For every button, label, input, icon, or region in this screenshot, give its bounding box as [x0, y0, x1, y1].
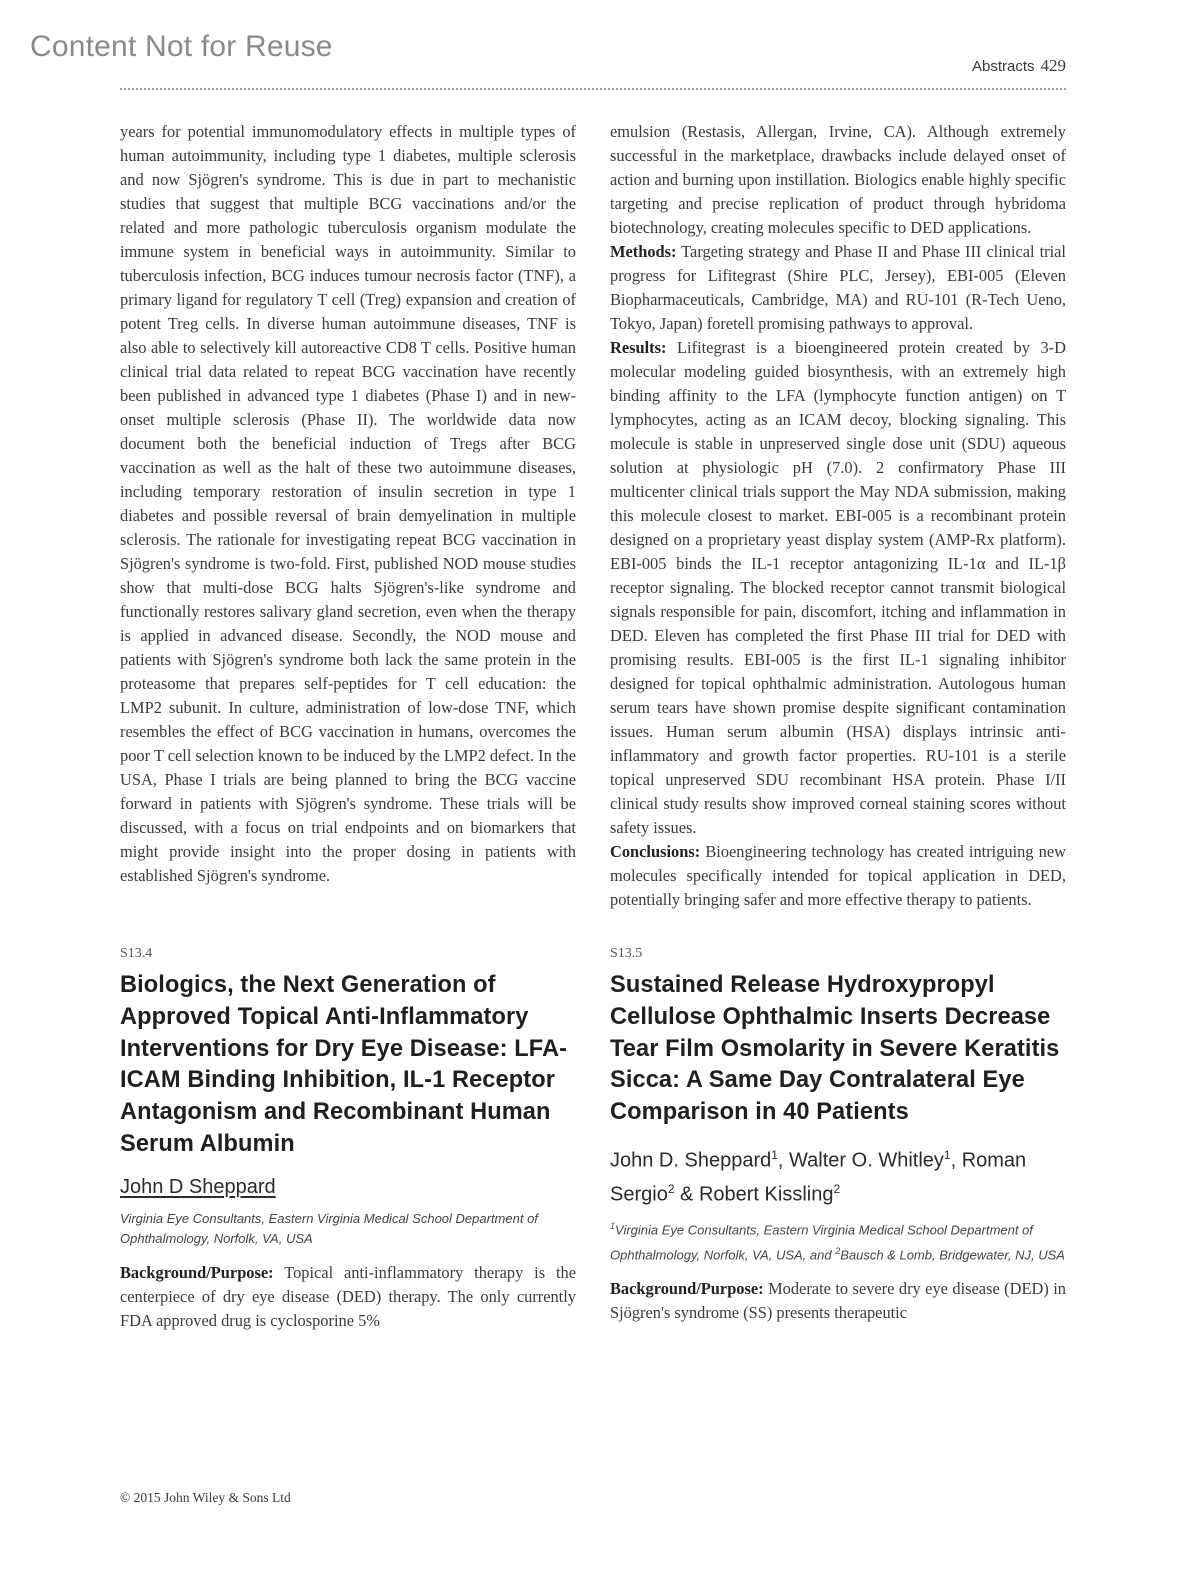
author-superscript: 1 — [943, 1147, 951, 1162]
author-separator: , — [777, 1149, 790, 1172]
methods-paragraph — [610, 240, 1066, 336]
background-paragraph — [610, 1277, 1066, 1325]
results-paragraph — [610, 336, 1066, 840]
author-separator: , — [950, 1149, 962, 1172]
left-column — [120, 120, 576, 1333]
methods-label: Methods: — [610, 242, 677, 261]
author-superscript: 2 — [667, 1181, 675, 1196]
running-head — [972, 56, 1066, 76]
affiliation-text: Virginia Eye Consultants, Eastern Virginia Medical School Department of Ophthalmology, Norfolk, VA, USA, and — [610, 1222, 1033, 1262]
author-separator: & — [674, 1183, 699, 1206]
page-number: 429 — [1040, 56, 1066, 75]
watermark-text: Content Not for Reuse — [30, 30, 333, 63]
continued-abstract-text: years for potential immunomodulatory effects in multiple types of human autoimmunity, including type 1 diabetes, multiple sclerosis and now Sjögren's syndrome. This is due in part to mechanistic studies that suggest that multiple BCG vaccinations and/or the related and more pathologic tuberculosis organism modulate the immune system in beneficial ways in autoimmunity. Similar to tuberculosis infection, BCG induces tumour necrosis factor (TNF), a primary ligand for regulatory T cell (Treg) expansion and creation of potent Treg cells. In diverse human autoimmune diseases, TNF is also able to selectively kill autoreactive CD8 T cells. Positive human clinical trial data related to repeat BCG vaccination have recently been published in advanced type 1 diabetes (Phase I) and in new-onset multiple sclerosis (Phase II). The worldwide data now document both the beneficial induction of Tregs after BCG vaccination as well as the halt of these two autoimmune diseases, including temporary restoration of insulin secretion in type 1 diabetes and possible reversal of brain demyelination in multiple sclerosis. The rationale for investigating repeat BCG vaccination in Sjögren's syndrome is two-fold. First, published NOD mouse studies show that multi-dose BCG halts Sjögren's-like syndrome and functionally restores salivary gland secretion, even when the therapy is applied in advanced disease. Secondly, the NOD mouse and patients with Sjögren's syndrome both lack the same protein in the proteasome that prepares self-peptides for T cell education: the LMP2 subunit. In culture, administration of low-dose TNF, which resembles the effect of BCG vaccination in humans, overcomes the poor T cell selection known to be induced by the LMP2 defect. In the USA, Phase I trials are being planned to bring the BCG vaccine forward in patients with Sjögren's syndrome. These trials will be discussed, with a focus on trial endpoints and on biomarkers that might provide insight into the proper dosing in patients with established Sjögren's syndrome. — [120, 122, 576, 885]
author-name: Walter O. Whitley — [789, 1149, 944, 1172]
author-list — [610, 1141, 1066, 1208]
author-name: Robert Kissling — [698, 1183, 834, 1206]
background-paragraph — [120, 1261, 576, 1333]
background-text: Topical anti-inflammatory therapy is the centerpiece of dry eye disease (DED) therapy. The only currently FDA approved drug is cyclosporine 5% — [120, 1262, 576, 1330]
conclusions-text: Bioengineering technology has created intriguing new molecules specifically intended for topical application in DED, potentially bringing safer and more effective therapy to patients. — [610, 842, 1066, 909]
abstract-title: Biologics, the Next Generation of Approved Topical Anti-Inflammatory Interventions for Dry Eye Disease: LFA-ICAM Binding Inhibition, IL-1 Receptor Antagonism and Recombinant Human Serum Albumin — [120, 972, 568, 1157]
background-text: Moderate to severe dry eye disease (DED) in Sjögren's syndrome (SS) presents therapeutic — [610, 1278, 1066, 1322]
results-label: Results: — [610, 338, 667, 357]
affiliation-superscript: 1 — [610, 1221, 616, 1232]
author-name: John D Sheppard — [120, 1175, 276, 1198]
affiliation: Virginia Eye Consultants, Eastern Virginia Medical School Department of Ophthalmology, Norfolk, VA, USA — [120, 1210, 538, 1246]
conclusions-paragraph — [610, 840, 1066, 912]
conclusions-label: Conclusions: — [610, 842, 701, 861]
continued-abstract-text: emulsion (Restasis, Allergan, Irvine, CA). Although extremely successful in the marketplace, drawbacks include delayed onset of action and burning upon instillation. Biologics enable highly specific targeting and precise replication of product through hybridoma biotechnology, creating molecules specific to DED applications. — [610, 122, 1066, 237]
abstract-title: Sustained Release Hydroxypropyl Cellulose Ophthalmic Inserts Decrease Tear Film Osmolarity in Severe Keratitis Sicca: A Same Day Contralateral Eye Comparison in 40 Patients — [610, 972, 1060, 1126]
author-superscript: 1 — [771, 1147, 778, 1162]
background-label: Background/Purpose: — [610, 1278, 764, 1298]
right-column — [610, 120, 1066, 1325]
abstract-code: S13.5 — [610, 946, 643, 961]
author-superscript: 2 — [833, 1181, 841, 1196]
background-label: Background/Purpose: — [120, 1262, 274, 1282]
copyright-footer: © 2015 John Wiley & Sons Ltd — [120, 1490, 291, 1505]
author-name: Roman Sergio — [610, 1149, 1027, 1206]
affiliation — [610, 1216, 1066, 1265]
header-divider — [120, 88, 1066, 90]
running-head-label: Abstracts — [971, 58, 1035, 75]
author-list — [120, 1173, 576, 1201]
abstract-code: S13.4 — [120, 946, 153, 961]
methods-text: Targeting strategy and Phase II and Phase III clinical trial progress for Lifitegrast (Shire PLC, Jersey), EBI-005 (Eleven Biopharmaceuticals, Cambridge, MA) and RU-101 (R-Tech Ueno, Tokyo, Japan) foretell promising pathways to approval. — [610, 242, 1066, 333]
affiliation-superscript: 2 — [835, 1245, 841, 1256]
results-text: Lifitegrast is a bioengineered protein created by 3-D molecular modeling guided biosynthesis, with an extremely high binding affinity to the LFA (lymphocyte function antigen) on T lymphocytes, acting as an ICAM decoy, blocking signaling. This molecule is stable in unpreserved single dose unit (SDU) aqueous solution at physiologic pH (7.0). 2 confirmatory Phase III multicenter clinical trials support the May NDA submission, making this molecule closest to market. EBI-005 is a recombinant protein designed on a proprietary yeast display system (AMP-Rx platform). EBI-005 binds the IL-1 receptor antagonizing IL-1α and IL-1β receptor signaling. The blocked receptor cannot transmit biological signals responsible for pain, discomfort, itching and inflammation in DED. Eleven has completed the first Phase III trial for DED with promising results. EBI-005 is the first IL-1 signaling inhibitor designed for topical ophthalmic administration. Autologous human serum tears have shown promise despite significant contamination issues. Human serum albumin (HSA) displays intrinsic anti-inflammatory and growth factor properties. RU-101 is a sterile topical unpreserved SDU recombinant HSA protein. Phase I/II clinical study results show improved corneal staining scores without safety issues. — [610, 338, 1066, 837]
author-name: John D. Sheppard — [610, 1149, 772, 1172]
affiliation-text: Bausch & Lomb, Bridgewater, NJ, USA — [840, 1246, 1065, 1262]
